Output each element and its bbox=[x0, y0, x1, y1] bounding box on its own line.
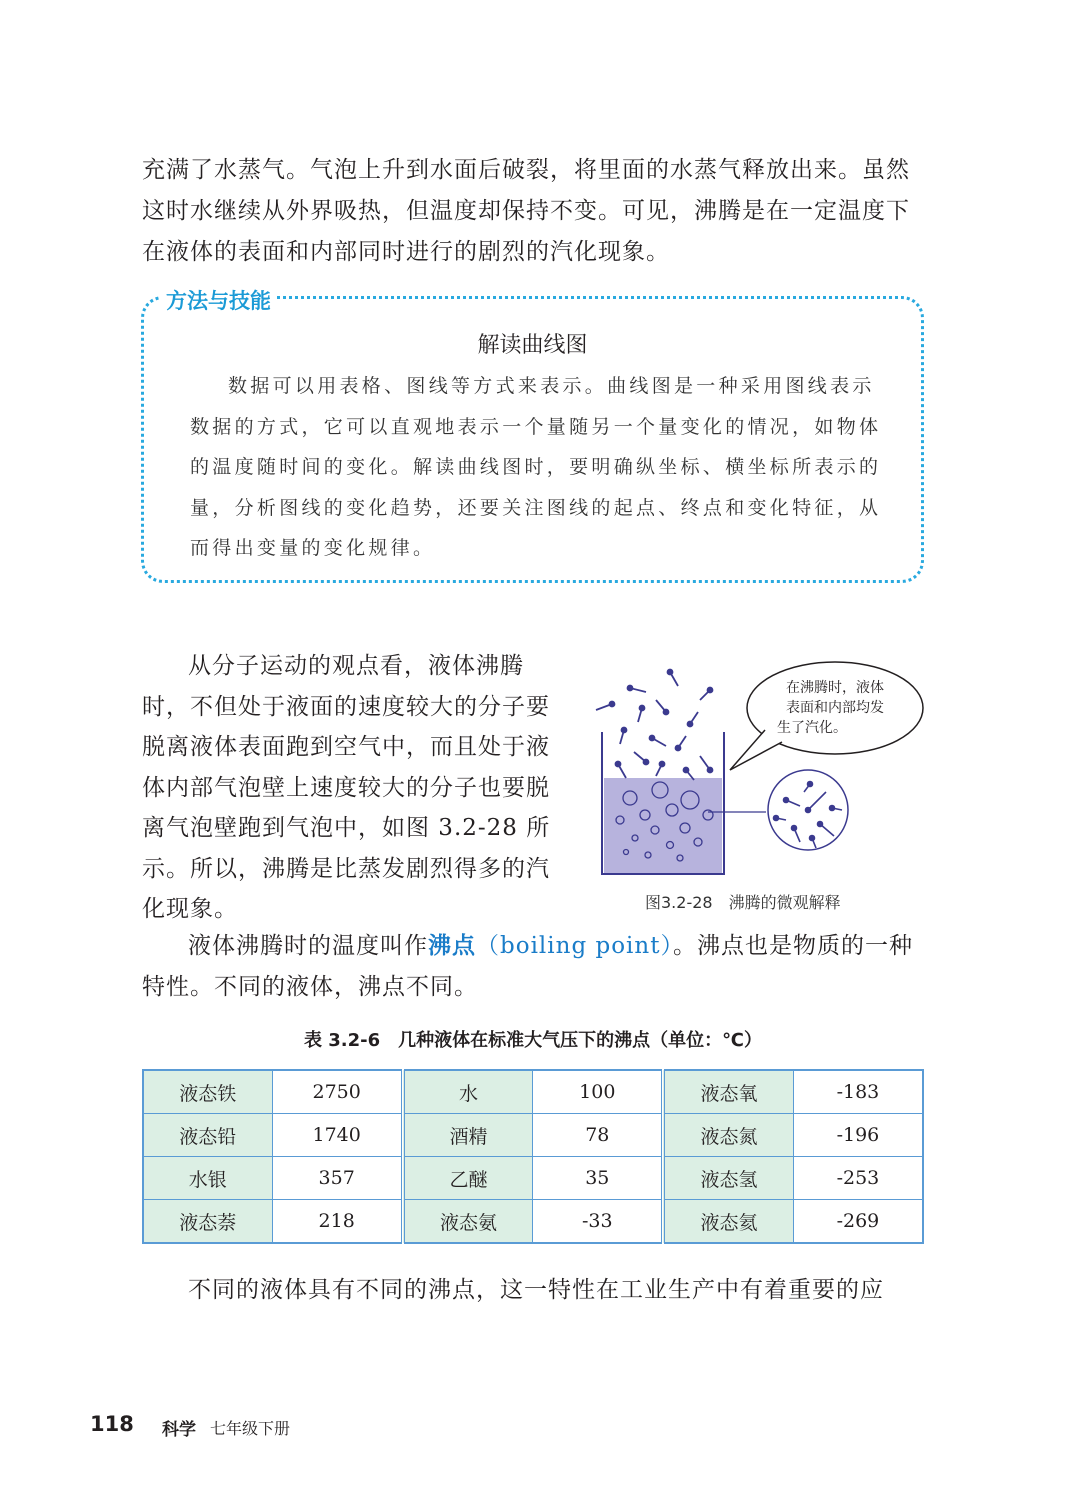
method-box-title: 解读曲线图 bbox=[477, 333, 588, 358]
table-cell: 水 bbox=[403, 1070, 533, 1114]
liquid bbox=[604, 778, 722, 874]
table-cell: 357 bbox=[272, 1157, 403, 1200]
table-cell: 35 bbox=[533, 1157, 663, 1200]
table-cell: -196 bbox=[793, 1114, 923, 1157]
table-cell: -253 bbox=[793, 1157, 923, 1200]
table-cell: 乙醚 bbox=[403, 1157, 533, 1200]
footer-subject: 科学 bbox=[162, 1420, 196, 1440]
footer-book: 七年级下册 bbox=[210, 1419, 291, 1438]
table-cell: 78 bbox=[533, 1114, 663, 1157]
page-number: 118 bbox=[90, 1412, 134, 1436]
table-caption: 表 3.2-6 几种液体在标准大气压下的沸点（单位：℃） bbox=[304, 1030, 762, 1051]
table-cell: 液态铁 bbox=[143, 1070, 272, 1114]
table-cell: -33 bbox=[533, 1200, 663, 1244]
boiling-figure bbox=[590, 660, 930, 880]
bottom-paragraph: 不同的液体具有不同的沸点，这一特性在工业生产中有着重要的应 bbox=[188, 1277, 884, 1303]
table-cell: 液态萘 bbox=[143, 1200, 272, 1244]
method-box-text: 数据可以用表格、图线等方式来表示。曲线图是一种采用图线表示数据的方式，它可以直观地表示一个量随另一个量变化的情况，如物体的温度随时间的变化。解读曲线图时，要明确纵坐标、横坐标所表示的量，分析图线的变化趋势，还要关注图线的起点、终点和变化特征，从而得出变量的变化规律。 bbox=[190, 375, 882, 559]
table-cell: 水银 bbox=[143, 1157, 272, 1200]
table-cell: -183 bbox=[793, 1070, 923, 1114]
definition-after: 。沸点也是物质的一种特性。不同的液体，沸点不同。 bbox=[142, 933, 913, 1000]
bubble-text-3: 生了汽化。 bbox=[777, 720, 847, 736]
table-cell: 2750 bbox=[272, 1070, 403, 1114]
definition-paragraph bbox=[142, 926, 924, 1008]
table-cell: 1740 bbox=[272, 1114, 403, 1157]
table-cell: 液态铅 bbox=[143, 1114, 272, 1157]
side-paragraph: 从分子运动的观点看，液体沸腾时，不但处于液面的速度较大的分子要脱离液体表面跑到空气中，而且处于液体内部气泡壁上速度较大的分子也要脱离气泡壁跑到气泡中，如图 3.2-28 所示。所以，沸腾是比蒸发剧烈得多的汽化现象。 bbox=[142, 653, 551, 922]
table-row bbox=[143, 1114, 923, 1157]
table-cell: 218 bbox=[272, 1200, 403, 1244]
table-cell: 液态氨 bbox=[403, 1200, 533, 1244]
boiling-point-term: 沸点 bbox=[428, 933, 476, 959]
figure-caption: 图3.2-28 沸腾的微观解释 bbox=[645, 893, 841, 912]
bubble-text-1: 在沸腾时，液体 bbox=[786, 680, 884, 696]
table-cell: 液态氢 bbox=[663, 1157, 793, 1200]
boiling-point-english: （boiling point） bbox=[476, 933, 673, 959]
method-box-label: 方法与技能 bbox=[160, 284, 277, 318]
table-cell: 液态氦 bbox=[663, 1200, 793, 1244]
table-cell: 100 bbox=[533, 1070, 663, 1114]
table-cell: -269 bbox=[793, 1200, 923, 1244]
table-row bbox=[143, 1070, 923, 1114]
top-paragraph: 充满了水蒸气。气泡上升到水面后破裂，将里面的水蒸气释放出来。虽然这时水继续从外界吸热，但温度却保持不变。可见，沸腾是在一定温度下在液体的表面和内部同时进行的剧烈的汽化现象。 bbox=[142, 157, 910, 265]
bubble-text-2: 表面和内部均发 bbox=[786, 700, 884, 716]
table-row bbox=[143, 1157, 923, 1200]
table-row bbox=[143, 1200, 923, 1244]
table-cell: 酒精 bbox=[403, 1114, 533, 1157]
boiling-point-table bbox=[142, 1069, 924, 1244]
table-cell: 液态氮 bbox=[663, 1114, 793, 1157]
table-cell: 液态氧 bbox=[663, 1070, 793, 1114]
definition-before: 液体沸腾时的温度叫作 bbox=[188, 933, 428, 959]
